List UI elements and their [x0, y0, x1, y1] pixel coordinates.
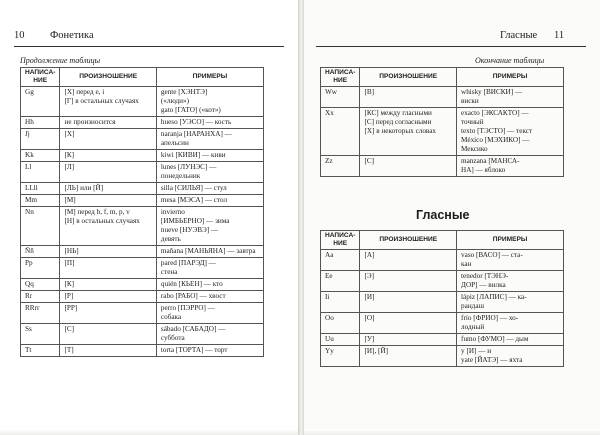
letter-cell: Rr — [21, 291, 60, 303]
examples-cell — [156, 129, 263, 150]
pronunciation-cell — [360, 313, 457, 334]
example-line: апельсин — [160, 139, 189, 147]
examples-cell — [156, 87, 263, 117]
examples-cell — [156, 345, 263, 357]
example-line: понедельник — [160, 172, 201, 180]
example-line: naranja [НАРАНХА] — — [160, 130, 232, 138]
example-line: y [И] — и — [461, 347, 492, 355]
table-row — [321, 87, 564, 108]
letter-cell: Aa — [321, 250, 360, 271]
page-edge — [304, 429, 600, 435]
pronunciation-line: [КС] между гласными — [364, 109, 432, 117]
letter-cell: RRrr — [21, 303, 60, 324]
examples-cell — [156, 117, 263, 129]
example-line: [ИМБЬЕРНО] — зима — [160, 217, 230, 225]
right-page — [304, 0, 600, 435]
examples-cell — [457, 271, 564, 292]
pronunciation-line: [И] — [364, 293, 375, 301]
example-line: ДОР] — вилка — [461, 281, 506, 289]
pronunciation-line: [С] — [64, 325, 75, 333]
example-line: manzana [МАНСА- — [461, 157, 520, 165]
pronunciation-cell — [60, 279, 156, 291]
page-number: 10 — [14, 30, 25, 41]
pronunciation-cell — [60, 195, 156, 207]
example-line: НА] — яблоко — [461, 166, 506, 174]
example-line: vaso [ВАСО] — ста- — [461, 251, 523, 259]
example-line: sábado [САБАДО] — — [160, 325, 226, 333]
table-row — [321, 250, 564, 271]
header-rule — [14, 46, 284, 47]
column-header-pronunciation: ПРОИЗНОШЕНИЕ — [60, 68, 156, 87]
pronunciation-cell — [60, 303, 156, 324]
table-row — [21, 129, 264, 150]
page-number: 11 — [554, 30, 565, 41]
table-header-row — [321, 231, 564, 250]
vowels-table — [320, 230, 564, 367]
table-row — [21, 207, 264, 246]
example-line: nueve [НУЭВЭ] — — [160, 226, 219, 234]
table-row — [21, 279, 264, 291]
pronunciation-cell — [60, 207, 156, 246]
table-row — [21, 117, 264, 129]
table-header-row — [321, 68, 564, 87]
pronunciation-line: [П] — [64, 259, 75, 267]
letter-cell: Zz — [321, 156, 360, 177]
pronunciation-line: [И], [Й] — [364, 347, 389, 355]
letter-cell: Ii — [321, 292, 360, 313]
pronunciation-line: [ЛЬ] или [Й] — [64, 184, 104, 192]
table-row — [321, 346, 564, 367]
pronunciation-line: [Р] — [64, 292, 74, 300]
example-line: девять — [160, 235, 181, 243]
section-title: Гласные — [416, 208, 470, 222]
letter-cell: Hh — [21, 117, 60, 129]
example-line: tenedor [ТЭНЭ- — [461, 272, 509, 280]
pronunciation-cell — [360, 250, 457, 271]
example-line: лодный — [461, 323, 485, 331]
example-line: суббота — [160, 334, 185, 342]
letter-cell: Ee — [321, 271, 360, 292]
table-row — [21, 183, 264, 195]
examples-cell — [156, 195, 263, 207]
pronunciation-cell — [60, 324, 156, 345]
header-rule — [316, 46, 586, 47]
table-row — [21, 150, 264, 162]
letter-cell: Kk — [21, 150, 60, 162]
example-line: рандаш — [461, 302, 485, 310]
table-row — [321, 156, 564, 177]
pronunciation-line: [М] перед b, f, m, p, v — [64, 208, 130, 216]
examples-cell — [156, 246, 263, 258]
pronunciation-cell — [60, 129, 156, 150]
page-edge — [0, 429, 298, 435]
pronunciation-line: [Т] — [64, 346, 74, 354]
pronunciation-line: [Х] — [64, 130, 75, 138]
pronunciation-cell — [360, 271, 457, 292]
pronunciation-line: [К] — [64, 280, 75, 288]
pronunciation-line: [Э] — [364, 272, 375, 280]
letter-cell: Ss — [21, 324, 60, 345]
example-line: собака — [160, 313, 182, 321]
pronunciation-cell — [60, 345, 156, 357]
pronunciation-line: [Г] в остальных случаях — [64, 97, 139, 105]
example-line: whisky [ВИСКИ] — — [461, 88, 523, 96]
pronunciation-cell — [360, 346, 457, 367]
example-line: perro [ПЭРРО] — — [160, 304, 215, 312]
pronunciation-cell — [60, 117, 156, 129]
example-line: pared [ПАРЭД] — — [160, 259, 216, 267]
table-row — [321, 292, 564, 313]
letter-cell: Pp — [21, 258, 60, 279]
table-row — [21, 258, 264, 279]
example-line: silla [СИЛЬЯ] — стул — [160, 184, 227, 192]
table-row — [21, 303, 264, 324]
example-line: lápiz [ЛАПИС] — ка- — [461, 293, 527, 301]
example-line: quién [КЬЕН] — кто — [160, 280, 223, 288]
letter-cell: Ww — [321, 87, 360, 108]
pronunciation-cell — [60, 87, 156, 117]
pronunciation-line: [С] — [364, 157, 375, 165]
pronunciation-cell — [360, 292, 457, 313]
table-row — [21, 87, 264, 117]
examples-cell — [457, 292, 564, 313]
pronunciation-cell — [60, 150, 156, 162]
column-header-letter: НАПИСА- НИЕ — [321, 231, 360, 250]
pronunciation-cell — [360, 108, 457, 156]
table-row — [21, 291, 264, 303]
examples-cell — [156, 279, 263, 291]
pronunciation-cell — [60, 258, 156, 279]
pronunciation-cell — [60, 183, 156, 195]
table-row — [321, 334, 564, 346]
letter-cell: Jj — [21, 129, 60, 150]
letter-cell: Xx — [321, 108, 360, 156]
table-row — [21, 162, 264, 183]
example-line: кан — [461, 260, 472, 268]
letter-cell: Uu — [321, 334, 360, 346]
column-header-pronunciation: ПРОИЗНОШЕНИЕ — [360, 231, 457, 250]
letter-cell: Ññ — [21, 246, 60, 258]
column-header-examples: ПРИМЕРЫ — [156, 68, 263, 87]
example-line: gato [ГАТО] («кот») — [160, 106, 221, 114]
examples-cell — [457, 108, 564, 156]
letter-cell: Tt — [21, 345, 60, 357]
example-line: rabo [РАБО] — хвост — [160, 292, 226, 300]
pronunciation-line: [В] — [364, 88, 375, 96]
left-page — [0, 0, 298, 435]
examples-cell — [156, 324, 263, 345]
table-row — [321, 271, 564, 292]
examples-cell — [156, 303, 263, 324]
pronunciation-line: [НЬ] — [64, 247, 79, 255]
pronunciation-cell — [60, 162, 156, 183]
examples-cell — [457, 334, 564, 346]
examples-cell — [156, 207, 263, 246]
letter-cell: Ll — [21, 162, 60, 183]
table-row — [21, 345, 264, 357]
continuation-note: Продолжение таблицы — [20, 56, 101, 65]
table-row — [321, 313, 564, 334]
example-line: gente [ХЭНТЭ] — [160, 88, 208, 96]
example-line: Мексико — [461, 145, 488, 153]
pronunciation-cell — [360, 87, 457, 108]
running-header: Фонетика — [50, 30, 94, 41]
column-header-pronunciation: ПРОИЗНОШЕНИЕ — [360, 68, 457, 87]
pronunciation-cell — [60, 246, 156, 258]
example-line: стена — [160, 268, 178, 276]
examples-cell — [156, 162, 263, 183]
letter-cell: Yy — [321, 346, 360, 367]
pronunciation-line: [Х] в некоторых словах — [364, 127, 437, 135]
letter-cell: Mm — [21, 195, 60, 207]
example-line: exacto [ЭКСАКТО] — — [461, 109, 529, 117]
alphabet-table — [20, 67, 264, 357]
running-header: Гласные — [500, 30, 538, 41]
pronunciation-cell — [60, 291, 156, 303]
pronunciation-line: [Н] в остальных случаях — [64, 217, 140, 225]
example-line: fumo [ФУМО] — дым — [461, 335, 529, 343]
column-header-examples: ПРИМЕРЫ — [457, 231, 564, 250]
examples-cell — [156, 258, 263, 279]
example-line: («люди») — [160, 97, 189, 105]
examples-cell — [457, 156, 564, 177]
example-line: yate [ЙАТЭ] — яхта — [461, 356, 523, 364]
example-line: точный — [461, 118, 484, 126]
pronunciation-line: [О] — [364, 314, 375, 322]
examples-cell — [457, 313, 564, 334]
table-header-row — [21, 68, 264, 87]
pronunciation-line: [РР] — [64, 304, 78, 312]
table-row — [21, 324, 264, 345]
column-header-letter: НАПИСА- НИЕ — [321, 68, 360, 87]
example-line: México [МЭХИКО] — — [461, 136, 530, 144]
table-row — [321, 108, 564, 156]
table-row — [21, 195, 264, 207]
pronunciation-line: [Л] — [64, 163, 75, 171]
letter-cell: Gg — [21, 87, 60, 117]
examples-cell — [156, 291, 263, 303]
examples-cell — [156, 183, 263, 195]
example-line: invierno — [160, 208, 185, 216]
example-line: texto [ТЭСТО] — текст — [461, 127, 533, 135]
letter-cell: Qq — [21, 279, 60, 291]
example-line: виски — [461, 97, 479, 105]
pronunciation-line: [А] — [364, 251, 375, 259]
table-row — [21, 246, 264, 258]
pronunciation-line: [Х] перед e, i — [64, 88, 105, 96]
examples-cell — [457, 346, 564, 367]
continuation-note: Окончание таблицы — [475, 56, 545, 65]
letter-cell: LLll — [21, 183, 60, 195]
example-line: lunes [ЛУНЭС] — — [160, 163, 217, 171]
examples-cell — [457, 250, 564, 271]
pronunciation-line: [У] — [364, 335, 375, 343]
examples-cell — [457, 87, 564, 108]
pronunciation-cell — [360, 334, 457, 346]
column-header-examples: ПРИМЕРЫ — [457, 68, 564, 87]
column-header-letter: НАПИСА- НИЕ — [21, 68, 60, 87]
example-line: frío [ФРИО] — хо- — [461, 314, 519, 322]
example-line: kiwi [КИВИ] — киви — [160, 151, 226, 159]
letter-cell: Nn — [21, 207, 60, 246]
pronunciation-line: не произносится — [64, 118, 116, 126]
example-line: mesa [МЭСА] — стол — [160, 196, 228, 204]
pronunciation-cell — [360, 156, 457, 177]
pronunciation-line: [С] перед согласными — [364, 118, 432, 126]
alphabet-table-end — [320, 67, 564, 177]
examples-cell — [156, 150, 263, 162]
pronunciation-line: [М] — [64, 196, 76, 204]
example-line: torta [ТОРТА] — торт — [160, 346, 228, 354]
example-line: hueso [УЭСО] — кость — [160, 118, 232, 126]
pronunciation-line: [К] — [64, 151, 75, 159]
example-line: mañana [МАНЬЯНА] — завтра — [160, 247, 256, 255]
letter-cell: Oo — [321, 313, 360, 334]
